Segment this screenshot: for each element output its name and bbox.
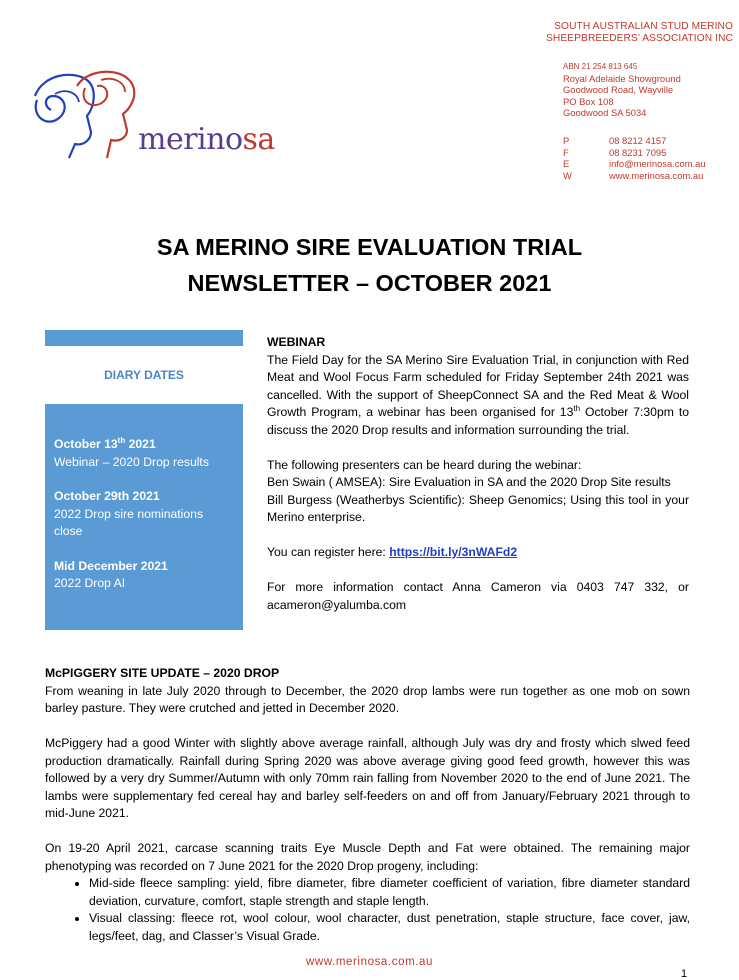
title-line-2: NEWSLETTER – OCTOBER 2021 (187, 270, 552, 296)
contact-block (563, 135, 706, 181)
contact-value[interactable]: info@merinosa.com.au (609, 158, 706, 169)
contact-value: 08 8212 4157 (609, 135, 667, 146)
association-line-2: SHEEPBREEDERS’ ASSOCIATION INC (546, 33, 733, 44)
diary-date (54, 436, 234, 454)
address-line: PO Box 108 (563, 95, 614, 107)
title-line-1: SA MERINO SIRE EVALUATION TRIAL (156, 234, 583, 260)
abn: ABN 21 254 813 645 (563, 62, 638, 71)
site-update-paragraph: On 19-20 April 2021, carcase scanning traits Eye Muscle Depth and Fat were obtained. The remaining major phenotyping was recorded on 7 June 2021 for the 2020 Drop progeny, including: (45, 841, 690, 873)
address-line: Goodwood Road, Wayville (563, 84, 674, 95)
diary-heading: DIARY DATES (104, 368, 184, 382)
diary-date: October 29th 2021 (54, 489, 160, 503)
address-block (563, 61, 681, 119)
contact-value[interactable]: www.merinosa.com.au (609, 169, 704, 181)
logo-wordmark (138, 122, 275, 157)
site-update-heading: McPIGGERY SITE UPDATE – 2020 DROP (45, 666, 280, 680)
address-line: Goodwood SA 5034 (563, 107, 647, 118)
association-line-1: SOUTH AUSTRALIAN STUD MERINO (554, 21, 733, 32)
diary-desc: Webinar – 2020 Drop results (54, 454, 209, 469)
diary-entry (54, 436, 234, 471)
address-line: Royal Adelaide Showground (563, 72, 681, 84)
diary-desc: 2022 Drop sire nominations close (54, 506, 204, 538)
contact-phone (563, 135, 706, 147)
page-number: 1 (681, 968, 688, 980)
register-text: You can register here: (267, 545, 390, 559)
contact-email (563, 158, 706, 170)
list-item: • Mid-side fleece sampling: yield, fibre diameter, fibre diameter coefficient of variation, fibre diameter standard deviation, curvature, comfort, staple strength and staple length. (89, 875, 690, 910)
diary-date: Mid December 2021 (54, 558, 168, 573)
register-paragraph (267, 544, 689, 562)
list-item: • Visual classing: fleece rot, wool colour, wool character, dust penetration, staple structure, face cover, jaw, legs/feet, dag, and Classer’s Visual Grade. (89, 910, 690, 945)
webinar-sup: th (573, 404, 581, 413)
site-update-paragraph: From weaning in late July 2020 through to December, the 2020 drop lambs were run together as one mob on sown barley pasture. They were crutched and jetted in December 2020. (45, 683, 690, 715)
footer-url[interactable]: www.merinosa.com.au (305, 956, 434, 968)
diary-entry (54, 558, 234, 593)
presenters-intro: The following presenters can be heard during the webinar: (267, 457, 582, 472)
contact-value: 08 8231 7095 (609, 146, 667, 158)
diary-desc: 2022 Drop AI (54, 576, 126, 590)
diary-date-text: October 13 (54, 437, 118, 451)
diary-box (45, 404, 243, 630)
contact-fax (563, 147, 706, 159)
webinar-heading: WEBINAR (267, 335, 326, 349)
webinar-section (267, 334, 689, 632)
logo-text-accent: sa (242, 122, 275, 157)
diary-entry (54, 488, 234, 541)
presenter-line: Ben Swain ( AMSEA): Sire Evaluation in SA and the 2020 Drop Site results (267, 475, 671, 489)
phenotype-list (45, 875, 690, 945)
webinar-text: The Field Day for the SA Merino Sire Evaluation Trial, in conjunction with Red Meat and Wool Focus Farm scheduled for Friday September 24th 2021 was cancelled. With the support of SheepConnect SA and the Red Meat & Wool Growth Program, a webinar has been organised for 13 (267, 352, 689, 419)
diary-date-sup: th (117, 436, 126, 445)
presenter-line: Bill Burgess (Weatherbys Scientific): Sheep Genomics; Using this tool in your Merino enterprise. (267, 492, 689, 524)
logo-text-main: merino (138, 122, 243, 157)
site-update-paragraph: McPiggery had a good Winter with slightly above average rainfall, although July was dry and frosty which slwed feed production dramatically. Rainfall during Spring 2020 was above average giving good feed growth, however this was followed by a very dry Summer/Autumn with only 70mm rain falling from November 2020 to the end of June 2021. The lambs were supplementary fed cereal hay and barley self-feeders on and off from January/February 2021 through to mid-June 2021. (45, 736, 690, 820)
contact-key: F (563, 146, 569, 158)
contact-web (563, 170, 706, 182)
diary-top-bar (45, 330, 243, 346)
webinar-text: October 7:30pm to discuss the 2020 Drop results and information surrounding the trial. (267, 405, 689, 437)
contact-key: E (563, 158, 570, 169)
page-title (0, 229, 739, 301)
contact-key: W (563, 169, 572, 181)
contact-paragraph: For more information contact Anna Cameron via 0403 747 332, or acameron@yalumba.com (267, 580, 689, 612)
register-link[interactable]: https://bit.ly/3nWAFd2 (389, 545, 518, 559)
site-update-section (45, 665, 690, 945)
association-name (546, 21, 733, 45)
diary-date-text: 2021 (125, 437, 156, 451)
webinar-paragraph (267, 352, 689, 440)
contact-key: P (563, 135, 570, 146)
